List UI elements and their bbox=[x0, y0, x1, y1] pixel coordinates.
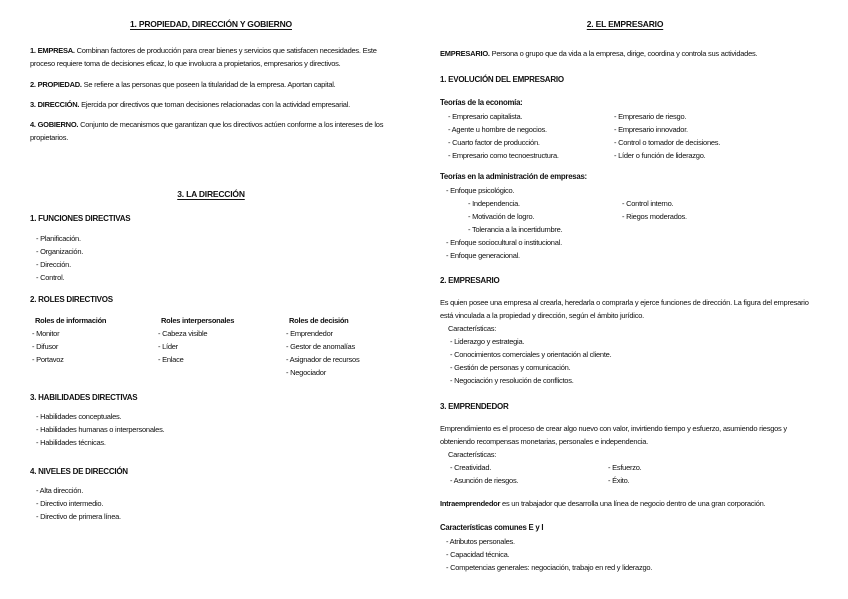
list-item: - Riegos moderados. bbox=[622, 212, 687, 221]
list-item: - Cabeza visible bbox=[158, 329, 208, 338]
list-item: - Capacidad técnica. bbox=[446, 550, 510, 559]
roles-info-header: Roles de información bbox=[35, 316, 107, 325]
niveles-heading: 4. NIVELES DE DIRECCIÓN bbox=[30, 467, 128, 476]
list-item: - Control o tomador de decisiones. bbox=[614, 138, 721, 147]
empresario-intro-text: Persona o grupo que da vida a la empresa, dirige, coordina y controla sus actividades. bbox=[489, 49, 758, 58]
list-item: - Esfuerzo. bbox=[608, 463, 642, 472]
empresario-intro-paragraph bbox=[440, 47, 810, 60]
teorias-economia-col1 bbox=[440, 110, 614, 162]
gobierno-text: Conjunto de mecanismos que garantizan que los directivos actúen conforme a los intereses de los propietarios. bbox=[30, 120, 384, 142]
list-item: - Habilidades técnicas. bbox=[36, 438, 106, 447]
admin-sub-row bbox=[440, 223, 810, 236]
list-item: - Control interno. bbox=[622, 199, 674, 208]
list-item: - Empresario como tecnoestructura. bbox=[448, 151, 559, 160]
teorias-admin-list bbox=[440, 184, 810, 262]
list-item: - Enlace bbox=[158, 355, 184, 364]
intraemprendedor-text: es un trabajador que desarrolla una línea de negocio dentro de una gran corporación. bbox=[500, 499, 766, 508]
direccion-text: Ejercida por directivos que toman decisiones relacionadas con la actividad empresarial. bbox=[79, 100, 350, 109]
list-item: - Motivación de logro. bbox=[468, 212, 535, 221]
empresario-heading: 2. EMPRESARIO bbox=[440, 276, 500, 285]
roles-heading: 2. ROLES DIRECTIVOS bbox=[30, 295, 113, 304]
teorias-economia-table bbox=[440, 110, 810, 162]
emprendedor-caracteristicas-label: Características: bbox=[448, 450, 497, 459]
direccion-paragraph bbox=[30, 98, 392, 111]
list-item: - Dirección. bbox=[36, 260, 71, 269]
list-item: - Negociación y resolución de conflictos. bbox=[450, 376, 574, 385]
list-item: - Tolerancia a la incertidumbre. bbox=[468, 225, 563, 234]
habilidades-heading: 3. HABILIDADES DIRECTIVAS bbox=[30, 393, 138, 402]
list-item: - Atributos personales. bbox=[446, 537, 515, 546]
list-item: - Habilidades humanas o interpersonales. bbox=[36, 425, 165, 434]
empresario-caracteristicas-label: Características: bbox=[448, 324, 497, 333]
gobierno-lead: 4. GOBIERNO. bbox=[30, 120, 79, 129]
funciones-heading: 1. FUNCIONES DIRECTIVAS bbox=[30, 214, 131, 223]
teorias-economia-heading: Teorías de la economía: bbox=[440, 98, 523, 107]
gobierno-paragraph bbox=[30, 118, 392, 144]
emprendedor-paragraph: Emprendimiento es el proceso de crear algo nuevo con valor, invirtiendo tiempo y esfuerzo, asumiendo riesgos y obteniendo recompensas monetarias, personales e independencia. bbox=[440, 424, 787, 446]
roles-interpersonal-header: Roles interpersonales bbox=[161, 316, 235, 325]
list-item: - Empresario innovador. bbox=[614, 125, 688, 134]
list-item: - Emprendedor bbox=[286, 329, 333, 338]
list-item: - Empresario capitalista. bbox=[448, 112, 523, 121]
list-item: - Organización. bbox=[36, 247, 84, 256]
list-item: - Líder o función de liderazgo. bbox=[614, 151, 706, 160]
left-column bbox=[30, 0, 392, 523]
roles-info-column bbox=[30, 314, 156, 379]
list-item: - Líder bbox=[158, 342, 178, 351]
list-item: - Negociador bbox=[286, 368, 326, 377]
list-item: - Control. bbox=[36, 273, 65, 282]
list-item: - Éxito. bbox=[608, 476, 630, 485]
list-item: - Enfoque psicológico. bbox=[446, 186, 515, 195]
empresa-paragraph bbox=[30, 44, 392, 70]
emprendedor-caracteristicas-table bbox=[440, 461, 810, 487]
empresa-text: Combinan factores de producción para crear bienes y servicios que satisfacen necesidades. Este proceso requiere toma de decisiones eficaz, lo que involucra a propietarios, empresarios y directivos. bbox=[30, 46, 377, 68]
list-item: - Enfoque generacional. bbox=[446, 251, 520, 260]
admin-sub-empty bbox=[622, 223, 810, 236]
list-item: - Directivo de primera línea. bbox=[36, 512, 121, 521]
teorias-economia-col2 bbox=[614, 110, 810, 162]
list-item: - Alta dirección. bbox=[36, 486, 84, 495]
list-item: - Asunción de riesgos. bbox=[450, 476, 519, 485]
intraemprendedor-paragraph bbox=[440, 497, 780, 510]
roles-table bbox=[30, 314, 392, 379]
list-item: - Cuarto factor de producción. bbox=[448, 138, 540, 147]
list-item: - Creatividad. bbox=[450, 463, 492, 472]
intraemprendedor-lead: Intraemprendedor bbox=[440, 499, 501, 508]
list-item: - Conocimientos comerciales y orientación al cliente. bbox=[450, 350, 612, 359]
empresario-paragraph: Es quien posee una empresa al crearla, heredarla o comprarla y ejerce funciones de dirección. La figura del empresario está vinculada a la propiedad y dirección, según el ámbito jurídico. bbox=[440, 298, 809, 320]
empresario-intro-lead: EMPRESARIO. bbox=[440, 49, 490, 58]
niveles-list bbox=[30, 484, 392, 523]
emprendedor-row bbox=[440, 461, 810, 474]
list-item: - Asignador de recursos bbox=[286, 355, 360, 364]
propiedad-paragraph bbox=[30, 78, 392, 91]
emprendedor-heading: 3. EMPRENDEDOR bbox=[440, 402, 509, 411]
list-item: - Directivo intermedio. bbox=[36, 499, 104, 508]
comunes-list bbox=[440, 535, 810, 574]
admin-sub-row bbox=[440, 197, 810, 210]
emprendedor-row bbox=[440, 474, 810, 487]
empresario-caracteristicas-list bbox=[440, 335, 810, 387]
admin-sub-row bbox=[440, 210, 810, 223]
list-item: - Empresario de riesgo. bbox=[614, 112, 687, 121]
list-item: - Difusor bbox=[32, 342, 59, 351]
habilidades-list bbox=[30, 410, 392, 449]
section3-title: 3. LA DIRECCIÓN bbox=[177, 189, 245, 199]
teorias-admin-heading: Teorías en la administración de empresas: bbox=[440, 172, 587, 181]
section2-title: 2. EL EMPRESARIO bbox=[586, 19, 664, 29]
list-item: - Portavoz bbox=[32, 355, 64, 364]
direccion-lead: 3. DIRECCIÓN. bbox=[30, 100, 80, 109]
list-item: - Gestor de anomalías bbox=[286, 342, 355, 351]
list-item: - Liderazgo y estrategia. bbox=[450, 337, 525, 346]
funciones-list bbox=[30, 232, 392, 284]
right-column bbox=[440, 0, 810, 574]
empresa-lead: 1. EMPRESA. bbox=[30, 46, 75, 55]
comunes-heading: Características comunes E y I bbox=[440, 523, 544, 532]
list-item: - Planificación. bbox=[36, 234, 81, 243]
propiedad-text: Se refiere a las personas que poseen la titularidad de la empresa. Aportan capital. bbox=[81, 80, 336, 89]
list-item: - Competencias generales: negociación, trabajo en red y liderazgo. bbox=[446, 563, 653, 572]
propiedad-lead: 2. PROPIEDAD. bbox=[30, 80, 82, 89]
roles-decision-column bbox=[284, 314, 392, 379]
list-item: - Agente u hombre de negocios. bbox=[448, 125, 547, 134]
list-item: - Habilidades conceptuales. bbox=[36, 412, 122, 421]
roles-decision-header: Roles de decisión bbox=[289, 316, 349, 325]
list-item: - Gestión de personas y comunicación. bbox=[450, 363, 571, 372]
list-item: - Independencia. bbox=[468, 199, 520, 208]
evolucion-heading: 1. EVOLUCIÓN DEL EMPRESARIO bbox=[440, 75, 564, 84]
roles-interpersonal-column bbox=[156, 314, 284, 379]
list-item: - Monitor bbox=[32, 329, 60, 338]
section1-title: 1. PROPIEDAD, DIRECCIÓN Y GOBIERNO bbox=[130, 19, 292, 29]
list-item: - Enfoque sociocultural o institucional. bbox=[446, 238, 562, 247]
